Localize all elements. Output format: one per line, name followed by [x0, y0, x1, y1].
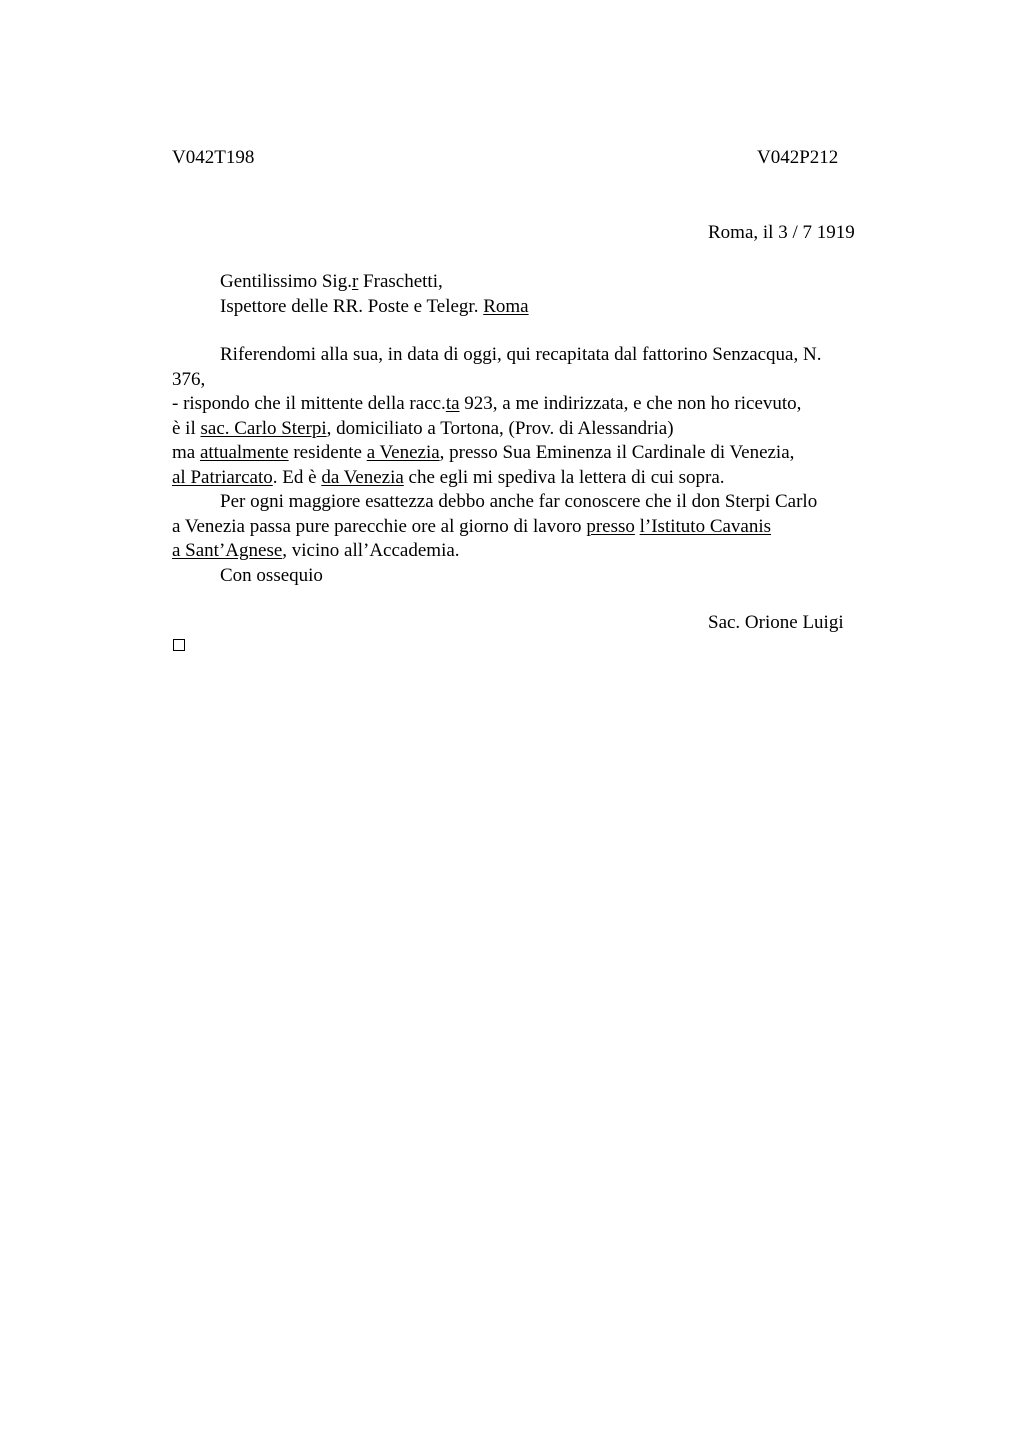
recipient-address: [220, 270, 529, 319]
body-text-segment: residente: [288, 442, 367, 463]
underlined-text: attualmente: [199, 442, 289, 463]
body-line: [172, 441, 892, 466]
body-text-segment: ma: [172, 442, 200, 463]
recipient-city: Roma: [483, 295, 529, 317]
body-text-segment: - rispondo che il mittente della racc.: [172, 393, 446, 414]
body-text-segment: . Ed è: [272, 466, 322, 488]
body-text-segment: 923, a me indirizzata, e che non ho ricevuto,: [459, 393, 802, 414]
empty-checkbox-square: [173, 639, 185, 651]
body-line: Per ogni maggiore esattezza debbo anche far conoscere che il don Sterpi Carlo: [220, 491, 818, 512]
body-text-segment: a Venezia passa pure parecchie ore al giorno di lavoro: [172, 515, 587, 537]
underlined-text: al Patriarcato: [172, 466, 273, 488]
body-text-segment: , presso Sua Eminenza il Cardinale di Venezia,: [439, 442, 795, 463]
closing-line: Con ossequio: [220, 564, 323, 586]
underlined-text: presso: [586, 515, 635, 537]
letter-date: Roma, il 3 / 7 1919: [708, 222, 855, 243]
greeting-line: [220, 270, 529, 295]
greeting-abbrev: r: [351, 271, 359, 292]
underlined-text: ta: [445, 393, 460, 414]
body-text-segment: che egli mi spediva la lettera di cui sopra.: [403, 466, 725, 488]
body-text-segment: , domiciliato a Tortona, (Prov. di Alessandria): [326, 417, 674, 439]
recipient-title-line: [220, 295, 529, 320]
underlined-text: a Venezia: [366, 442, 440, 463]
signature: Sac. Orione Luigi: [708, 612, 844, 633]
document-code-right: V042P212: [757, 147, 839, 168]
greeting-prefix: Gentilissimo Sig.: [220, 271, 352, 292]
body-text-segment: è il: [172, 417, 201, 439]
underlined-text: sac. Carlo Sterpi: [200, 417, 327, 439]
body-line: [172, 392, 892, 417]
document-code-left: V042T198: [172, 147, 255, 168]
letter-body: [172, 343, 892, 588]
body-line: [172, 539, 892, 564]
body-line: [172, 466, 892, 491]
body-line: [172, 417, 892, 442]
body-line: Riferendomi alla sua, in data di oggi, qui recapitata dal fattorino Senzacqua, N.: [220, 344, 822, 365]
body-line: 376,: [172, 368, 206, 390]
body-text-segment: , vicino all’Accademia.: [282, 540, 460, 561]
body-line: [172, 515, 892, 540]
underlined-text: da Venezia: [321, 466, 404, 488]
underlined-text: a Sant’Agnese: [172, 540, 283, 561]
underlined-text: l’Istituto Cavanis: [639, 515, 772, 537]
greeting-suffix: Fraschetti,: [358, 271, 443, 292]
recipient-title: Ispettore delle RR. Poste e Telegr.: [220, 295, 484, 317]
